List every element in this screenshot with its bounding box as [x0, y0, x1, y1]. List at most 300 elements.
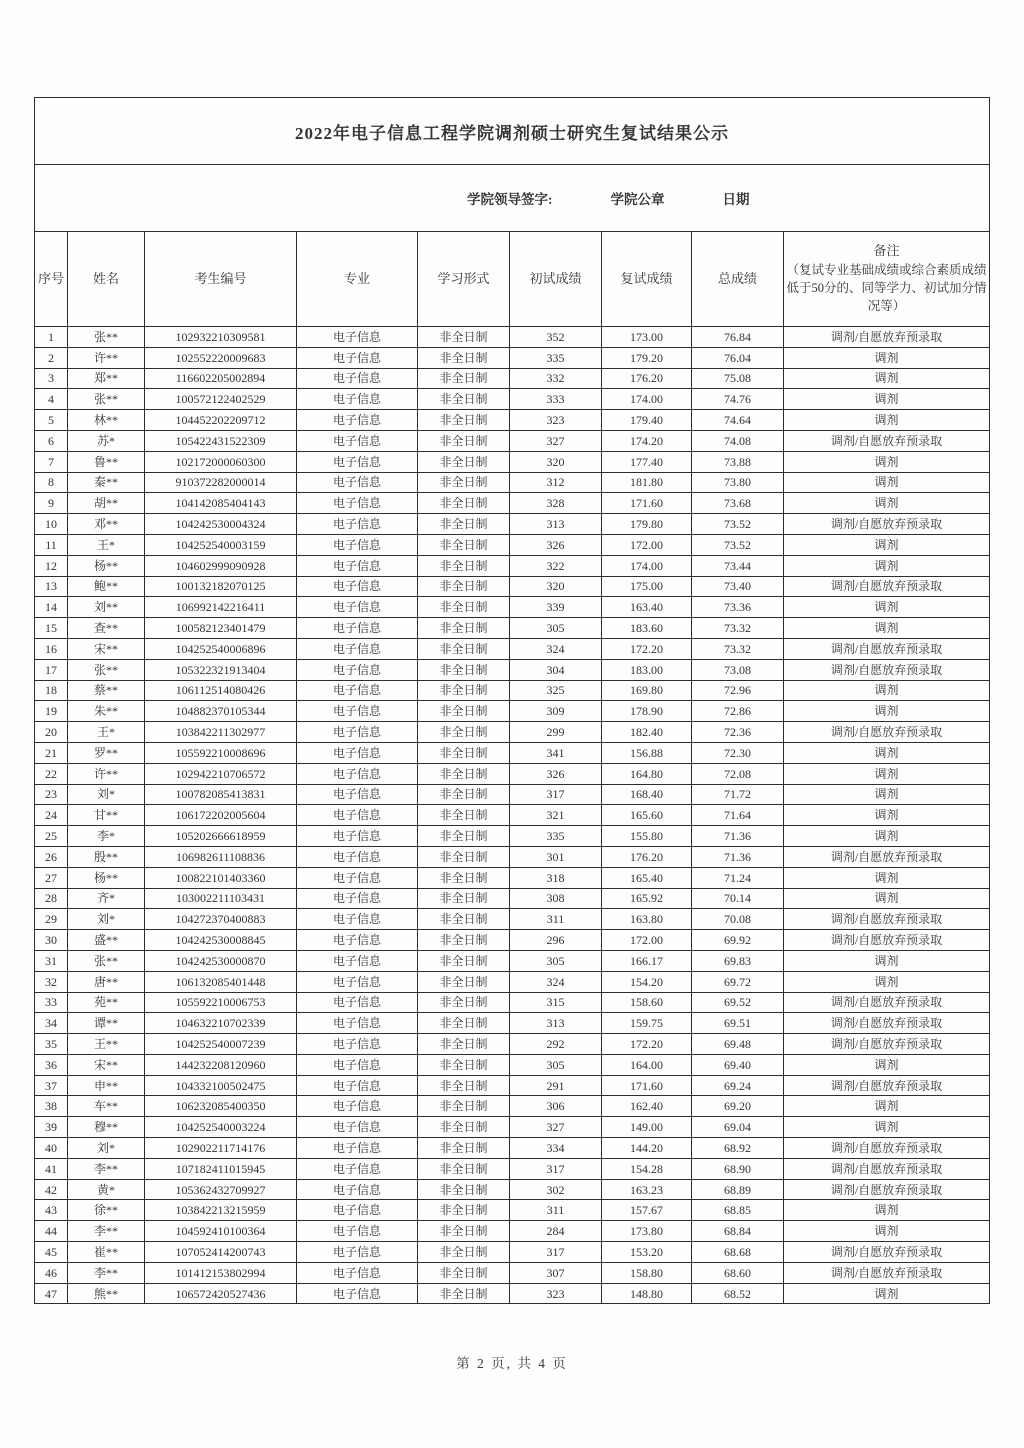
cell-name: 王*	[68, 722, 145, 743]
cell-remark: 调剂	[784, 1221, 990, 1242]
cell-candidate-id: 104252540006896	[145, 638, 297, 659]
cell-remark: 调剂	[784, 555, 990, 576]
cell-total-score: 69.92	[692, 930, 784, 951]
cell-name: 张**	[68, 327, 145, 348]
cell-remark: 调剂	[784, 472, 990, 493]
cell-name: 张**	[68, 389, 145, 410]
cell-candidate-id: 106112514080426	[145, 680, 297, 701]
cell-retest-score: 149.00	[602, 1117, 692, 1138]
cell-study-mode: 非全日制	[418, 888, 510, 909]
cell-major: 电子信息	[297, 992, 418, 1013]
cell-index: 17	[35, 659, 68, 680]
cell-total-score: 68.92	[692, 1138, 784, 1159]
cell-index: 46	[35, 1262, 68, 1283]
table-row	[35, 389, 990, 410]
cell-remark: 调剂	[784, 451, 990, 472]
cell-retest-score: 154.20	[602, 971, 692, 992]
cell-retest-score: 174.00	[602, 389, 692, 410]
cell-index: 21	[35, 742, 68, 763]
cell-retest-score: 163.40	[602, 597, 692, 618]
cell-study-mode: 非全日制	[418, 1179, 510, 1200]
cell-retest-score: 169.80	[602, 680, 692, 701]
cell-study-mode: 非全日制	[418, 867, 510, 888]
table-row	[35, 867, 990, 888]
cell-name: 苏*	[68, 430, 145, 451]
cell-candidate-id: 104632210702339	[145, 1013, 297, 1034]
cell-study-mode: 非全日制	[418, 805, 510, 826]
cell-candidate-id: 105422431522309	[145, 430, 297, 451]
cell-total-score: 74.08	[692, 430, 784, 451]
cell-initial-score: 323	[510, 410, 602, 431]
cell-candidate-id: 101412153802994	[145, 1262, 297, 1283]
cell-total-score: 71.72	[692, 784, 784, 805]
cell-remark: 调剂	[784, 618, 990, 639]
cell-name: 邓**	[68, 514, 145, 535]
cell-index: 8	[35, 472, 68, 493]
cell-index: 23	[35, 784, 68, 805]
cell-candidate-id: 910372282000014	[145, 472, 297, 493]
cell-candidate-id: 104242530008845	[145, 930, 297, 951]
cell-retest-score: 171.60	[602, 493, 692, 514]
table-row	[35, 971, 990, 992]
cell-initial-score: 304	[510, 659, 602, 680]
cell-total-score: 68.89	[692, 1179, 784, 1200]
cell-total-score: 74.64	[692, 410, 784, 431]
cell-retest-score: 174.00	[602, 555, 692, 576]
cell-name: 郑**	[68, 368, 145, 389]
cell-name: 李**	[68, 1221, 145, 1242]
cell-major: 电子信息	[297, 576, 418, 597]
cell-initial-score: 317	[510, 784, 602, 805]
cell-index: 30	[35, 930, 68, 951]
cell-remark: 调剂	[784, 784, 990, 805]
cell-retest-score: 172.20	[602, 1034, 692, 1055]
page-number-footer: 第 2 页, 共 4 页	[456, 1356, 568, 1371]
cell-total-score: 69.48	[692, 1034, 784, 1055]
college-seal-label: 学院公章	[610, 192, 665, 207]
table-row	[35, 680, 990, 701]
cell-total-score: 69.04	[692, 1117, 784, 1138]
cell-study-mode: 非全日制	[418, 1054, 510, 1075]
cell-retest-score: 171.60	[602, 1075, 692, 1096]
cell-study-mode: 非全日制	[418, 784, 510, 805]
cell-name: 崔**	[68, 1242, 145, 1263]
cell-candidate-id: 106232085400350	[145, 1096, 297, 1117]
cell-remark: 调剂	[784, 1283, 990, 1304]
cell-retest-score: 165.60	[602, 805, 692, 826]
cell-index: 43	[35, 1200, 68, 1221]
column-header-row	[35, 232, 990, 327]
cell-candidate-id: 100572122402529	[145, 389, 297, 410]
cell-major: 电子信息	[297, 722, 418, 743]
cell-retest-score: 166.17	[602, 950, 692, 971]
cell-study-mode: 非全日制	[418, 1013, 510, 1034]
cell-study-mode: 非全日制	[418, 680, 510, 701]
table-row	[35, 1283, 990, 1304]
cell-name: 蔡**	[68, 680, 145, 701]
cell-total-score: 72.36	[692, 722, 784, 743]
cell-major: 电子信息	[297, 1283, 418, 1304]
table-row	[35, 1054, 990, 1075]
table-row	[35, 1034, 990, 1055]
cell-name: 许**	[68, 347, 145, 368]
table-row	[35, 722, 990, 743]
cell-retest-score: 158.60	[602, 992, 692, 1013]
cell-index: 42	[35, 1179, 68, 1200]
header-candidate-id: 考生编号	[145, 232, 297, 327]
cell-name: 刘*	[68, 909, 145, 930]
cell-candidate-id: 104252540003159	[145, 534, 297, 555]
cell-index: 35	[35, 1034, 68, 1055]
cell-candidate-id: 100822101403360	[145, 867, 297, 888]
cell-retest-score: 179.20	[602, 347, 692, 368]
cell-retest-score: 179.40	[602, 410, 692, 431]
cell-study-mode: 非全日制	[418, 451, 510, 472]
cell-index: 2	[35, 347, 68, 368]
cell-initial-score: 335	[510, 826, 602, 847]
cell-candidate-id: 100782085413831	[145, 784, 297, 805]
cell-index: 27	[35, 867, 68, 888]
cell-candidate-id: 102172000060300	[145, 451, 297, 472]
cell-candidate-id: 105592210006753	[145, 992, 297, 1013]
cell-name: 鲍**	[68, 576, 145, 597]
cell-major: 电子信息	[297, 347, 418, 368]
cell-initial-score: 313	[510, 1013, 602, 1034]
cell-retest-score: 182.40	[602, 722, 692, 743]
cell-initial-score: 324	[510, 638, 602, 659]
cell-remark: 调剂/自愿放弃预录取	[784, 659, 990, 680]
cell-total-score: 73.36	[692, 597, 784, 618]
header-retest-score: 复试成绩	[602, 232, 692, 327]
table-row	[35, 1221, 990, 1242]
cell-major: 电子信息	[297, 368, 418, 389]
cell-name: 刘*	[68, 784, 145, 805]
cell-retest-score: 156.88	[602, 742, 692, 763]
cell-retest-score: 144.20	[602, 1138, 692, 1159]
cell-study-mode: 非全日制	[418, 410, 510, 431]
cell-candidate-id: 106132085401448	[145, 971, 297, 992]
cell-study-mode: 非全日制	[418, 576, 510, 597]
cell-initial-score: 296	[510, 930, 602, 951]
table-row	[35, 1013, 990, 1034]
table-row	[35, 555, 990, 576]
cell-retest-score: 174.20	[602, 430, 692, 451]
cell-candidate-id: 116602205002894	[145, 368, 297, 389]
cell-major: 电子信息	[297, 1179, 418, 1200]
cell-candidate-id: 104592410100364	[145, 1221, 297, 1242]
table-row	[35, 909, 990, 930]
cell-major: 电子信息	[297, 826, 418, 847]
cell-candidate-id: 106982611108836	[145, 846, 297, 867]
cell-major: 电子信息	[297, 1034, 418, 1055]
cell-total-score: 69.72	[692, 971, 784, 992]
cell-remark: 调剂	[784, 534, 990, 555]
cell-total-score: 69.24	[692, 1075, 784, 1096]
cell-total-score: 72.30	[692, 742, 784, 763]
cell-name: 秦**	[68, 472, 145, 493]
cell-candidate-id: 105592210008696	[145, 742, 297, 763]
cell-study-mode: 非全日制	[418, 347, 510, 368]
cell-total-score: 73.68	[692, 493, 784, 514]
cell-initial-score: 326	[510, 763, 602, 784]
cell-remark: 调剂	[784, 368, 990, 389]
cell-candidate-id: 105322321913404	[145, 659, 297, 680]
cell-total-score: 69.83	[692, 950, 784, 971]
cell-total-score: 68.60	[692, 1262, 784, 1283]
cell-remark: 调剂/自愿放弃预录取	[784, 638, 990, 659]
cell-index: 5	[35, 410, 68, 431]
cell-major: 电子信息	[297, 451, 418, 472]
cell-study-mode: 非全日制	[418, 659, 510, 680]
cell-major: 电子信息	[297, 1054, 418, 1075]
cell-name: 王**	[68, 1034, 145, 1055]
cell-study-mode: 非全日制	[418, 722, 510, 743]
page-title: 2022年电子信息工程学院调剂硕士研究生复试结果公示	[35, 98, 990, 165]
cell-name: 刘**	[68, 597, 145, 618]
cell-index: 18	[35, 680, 68, 701]
cell-major: 电子信息	[297, 888, 418, 909]
cell-initial-score: 302	[510, 1179, 602, 1200]
cell-remark: 调剂/自愿放弃预录取	[784, 930, 990, 951]
cell-initial-score: 317	[510, 1158, 602, 1179]
cell-name: 齐*	[68, 888, 145, 909]
cell-retest-score: 176.20	[602, 368, 692, 389]
cell-major: 电子信息	[297, 534, 418, 555]
cell-retest-score: 183.60	[602, 618, 692, 639]
cell-name: 谭**	[68, 1013, 145, 1034]
cell-index: 32	[35, 971, 68, 992]
cell-remark: 调剂/自愿放弃预录取	[784, 430, 990, 451]
cell-study-mode: 非全日制	[418, 368, 510, 389]
cell-major: 电子信息	[297, 742, 418, 763]
cell-retest-score: 181.80	[602, 472, 692, 493]
cell-candidate-id: 100582123401479	[145, 618, 297, 639]
cell-major: 电子信息	[297, 1158, 418, 1179]
table-row	[35, 618, 990, 639]
cell-name: 宋**	[68, 638, 145, 659]
table-row	[35, 638, 990, 659]
cell-remark: 调剂	[784, 493, 990, 514]
cell-index: 24	[35, 805, 68, 826]
cell-index: 22	[35, 763, 68, 784]
cell-remark: 调剂/自愿放弃预录取	[784, 909, 990, 930]
cell-index: 25	[35, 826, 68, 847]
cell-index: 34	[35, 1013, 68, 1034]
cell-major: 电子信息	[297, 1096, 418, 1117]
cell-candidate-id: 104272370400883	[145, 909, 297, 930]
cell-initial-score: 320	[510, 451, 602, 472]
cell-retest-score: 157.67	[602, 1200, 692, 1221]
cell-initial-score: 324	[510, 971, 602, 992]
cell-candidate-id: 104332100502475	[145, 1075, 297, 1096]
table-row	[35, 410, 990, 431]
cell-remark: 调剂/自愿放弃预录取	[784, 1179, 990, 1200]
cell-retest-score: 168.40	[602, 784, 692, 805]
cell-candidate-id: 106172202005604	[145, 805, 297, 826]
cell-name: 唐**	[68, 971, 145, 992]
cell-major: 电子信息	[297, 1262, 418, 1283]
cell-initial-score: 333	[510, 389, 602, 410]
cell-index: 20	[35, 722, 68, 743]
cell-initial-score: 317	[510, 1242, 602, 1263]
cell-index: 3	[35, 368, 68, 389]
table-row	[35, 576, 990, 597]
cell-initial-score: 301	[510, 846, 602, 867]
table-row	[35, 701, 990, 722]
cell-remark: 调剂/自愿放弃预录取	[784, 1242, 990, 1263]
cell-remark: 调剂	[784, 971, 990, 992]
cell-name: 杨**	[68, 867, 145, 888]
cell-study-mode: 非全日制	[418, 1034, 510, 1055]
cell-initial-score: 325	[510, 680, 602, 701]
cell-major: 电子信息	[297, 1138, 418, 1159]
table-row	[35, 451, 990, 472]
cell-name: 徐**	[68, 1200, 145, 1221]
cell-candidate-id: 106572420527436	[145, 1283, 297, 1304]
table-row	[35, 597, 990, 618]
cell-remark: 调剂	[784, 950, 990, 971]
cell-total-score: 68.85	[692, 1200, 784, 1221]
table-row	[35, 659, 990, 680]
cell-retest-score: 165.92	[602, 888, 692, 909]
cell-study-mode: 非全日制	[418, 430, 510, 451]
cell-study-mode: 非全日制	[418, 1200, 510, 1221]
cell-total-score: 68.84	[692, 1221, 784, 1242]
table-row	[35, 805, 990, 826]
cell-study-mode: 非全日制	[418, 534, 510, 555]
cell-name: 宋**	[68, 1054, 145, 1075]
cell-total-score: 68.68	[692, 1242, 784, 1263]
cell-index: 29	[35, 909, 68, 930]
cell-study-mode: 非全日制	[418, 472, 510, 493]
cell-initial-score: 339	[510, 597, 602, 618]
signature-cell	[35, 165, 990, 232]
table-row	[35, 493, 990, 514]
table-row	[35, 472, 990, 493]
cell-candidate-id: 104252540007239	[145, 1034, 297, 1055]
cell-index: 31	[35, 950, 68, 971]
cell-candidate-id: 102902211714176	[145, 1138, 297, 1159]
cell-study-mode: 非全日制	[418, 930, 510, 951]
cell-candidate-id: 102932210309581	[145, 327, 297, 348]
cell-remark: 调剂	[784, 1054, 990, 1075]
cell-candidate-id: 104452202209712	[145, 410, 297, 431]
cell-total-score: 74.76	[692, 389, 784, 410]
cell-index: 4	[35, 389, 68, 410]
cell-major: 电子信息	[297, 659, 418, 680]
cell-retest-score: 164.00	[602, 1054, 692, 1075]
cell-study-mode: 非全日制	[418, 1262, 510, 1283]
cell-study-mode: 非全日制	[418, 1117, 510, 1138]
cell-retest-score: 159.75	[602, 1013, 692, 1034]
cell-study-mode: 非全日制	[418, 555, 510, 576]
cell-total-score: 69.52	[692, 992, 784, 1013]
cell-major: 电子信息	[297, 1221, 418, 1242]
table-row	[35, 742, 990, 763]
cell-candidate-id: 102552220009683	[145, 347, 297, 368]
cell-major: 电子信息	[297, 1242, 418, 1263]
cell-major: 电子信息	[297, 909, 418, 930]
cell-remark: 调剂	[784, 347, 990, 368]
table-row	[35, 1075, 990, 1096]
cell-initial-score: 322	[510, 555, 602, 576]
cell-index: 26	[35, 846, 68, 867]
cell-retest-score: 173.80	[602, 1221, 692, 1242]
cell-remark: 调剂/自愿放弃预录取	[784, 1138, 990, 1159]
cell-retest-score: 172.00	[602, 534, 692, 555]
cell-index: 28	[35, 888, 68, 909]
cell-name: 殷**	[68, 846, 145, 867]
cell-retest-score: 165.40	[602, 867, 692, 888]
cell-remark: 调剂/自愿放弃预录取	[784, 576, 990, 597]
cell-total-score: 72.86	[692, 701, 784, 722]
cell-remark: 调剂/自愿放弃预录取	[784, 1158, 990, 1179]
cell-index: 6	[35, 430, 68, 451]
cell-index: 13	[35, 576, 68, 597]
cell-study-mode: 非全日制	[418, 701, 510, 722]
cell-major: 电子信息	[297, 618, 418, 639]
cell-name: 杨**	[68, 555, 145, 576]
table-row	[35, 514, 990, 535]
cell-initial-score: 307	[510, 1262, 602, 1283]
table-row	[35, 888, 990, 909]
cell-index: 1	[35, 327, 68, 348]
cell-name: 熊**	[68, 1283, 145, 1304]
cell-name: 朱**	[68, 701, 145, 722]
cell-study-mode: 非全日制	[418, 846, 510, 867]
cell-name: 李**	[68, 1158, 145, 1179]
cell-major: 电子信息	[297, 805, 418, 826]
table-row	[35, 992, 990, 1013]
cell-remark: 调剂/自愿放弃预录取	[784, 1262, 990, 1283]
cell-name: 林**	[68, 410, 145, 431]
cell-major: 电子信息	[297, 971, 418, 992]
cell-candidate-id: 102942210706572	[145, 763, 297, 784]
cell-remark: 调剂/自愿放弃预录取	[784, 992, 990, 1013]
cell-total-score: 71.36	[692, 826, 784, 847]
cell-initial-score: 352	[510, 327, 602, 348]
cell-remark: 调剂	[784, 1200, 990, 1221]
cell-remark: 调剂	[784, 597, 990, 618]
cell-total-score: 73.08	[692, 659, 784, 680]
cell-total-score: 69.51	[692, 1013, 784, 1034]
cell-total-score: 76.04	[692, 347, 784, 368]
leader-signature-label: 学院领导签字:	[467, 192, 553, 207]
cell-total-score: 73.32	[692, 638, 784, 659]
table-row	[35, 534, 990, 555]
date-label: 日期	[722, 192, 750, 207]
cell-index: 9	[35, 493, 68, 514]
results-tbody	[35, 327, 990, 1304]
cell-initial-score: 321	[510, 805, 602, 826]
cell-study-mode: 非全日制	[418, 1242, 510, 1263]
cell-index: 33	[35, 992, 68, 1013]
cell-study-mode: 非全日制	[418, 763, 510, 784]
cell-major: 电子信息	[297, 472, 418, 493]
cell-study-mode: 非全日制	[418, 1096, 510, 1117]
signature-row	[35, 165, 990, 232]
cell-initial-score: 305	[510, 1054, 602, 1075]
header-initial-score: 初试成绩	[510, 232, 602, 327]
cell-initial-score: 306	[510, 1096, 602, 1117]
cell-total-score: 73.52	[692, 534, 784, 555]
cell-major: 电子信息	[297, 327, 418, 348]
cell-initial-score: 308	[510, 888, 602, 909]
cell-total-score: 72.96	[692, 680, 784, 701]
cell-initial-score: 313	[510, 514, 602, 535]
cell-retest-score: 178.90	[602, 701, 692, 722]
cell-remark: 调剂	[784, 701, 990, 722]
